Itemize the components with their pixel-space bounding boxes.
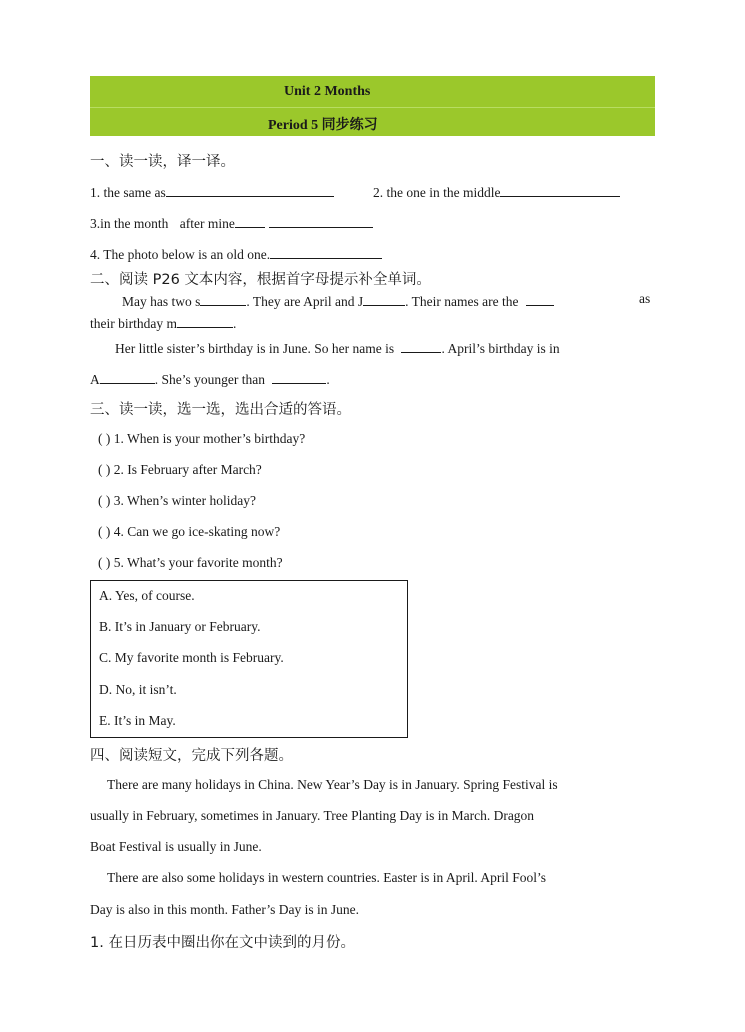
s2-line-2	[90, 313, 236, 332]
section1-heading: 一、读一读，译一译。	[90, 154, 235, 170]
s3-question-3: ( ) 3. When’s winter holiday?	[98, 493, 256, 508]
s2-l1-text-b: . They are April and J	[246, 294, 364, 309]
passage-line-5: Day is also in this month. Father’s Day is in June.	[90, 902, 359, 917]
s2-l1-text-c: . Their names are the	[405, 294, 519, 309]
s2-l4-text-a: A	[90, 372, 100, 387]
s1-q4-text: 4. The photo below is an old one.	[90, 247, 271, 262]
option-b: B. It’s in January or February.	[99, 619, 261, 634]
s2-l4-text-c: .	[326, 372, 330, 387]
answer-blank[interactable]	[270, 244, 382, 259]
s2-l2-text-b: .	[232, 316, 237, 331]
s3-question-1: ( ) 1. When is your mother’s birthday?	[98, 431, 306, 446]
s2-l3-text-b: . April’s birthday is in	[441, 341, 560, 356]
answer-blank[interactable]	[269, 213, 373, 228]
passage-line-1: There are many holidays in China. New Year’s Day is in January. Spring Festival is	[107, 777, 558, 792]
s1-q1-text: 1. the same as	[90, 185, 166, 200]
s2-line-4	[90, 369, 330, 388]
s1-question-3	[90, 213, 373, 232]
option-d: D. No, it isn’t.	[99, 682, 177, 697]
s2-l2-text-a: their birthday m	[90, 316, 177, 331]
passage-line-3: Boat Festival is usually in June.	[90, 839, 262, 854]
answer-blank[interactable]	[235, 213, 265, 228]
s1-q3-text-b: after mine	[179, 216, 235, 231]
s2-l3-text-a: Her little sister’s birthday is in June. So her name is	[115, 341, 395, 356]
answer-blank[interactable]	[500, 182, 620, 197]
task-1: 1. 在日历表中圈出你在文中读到的月份。	[90, 935, 355, 951]
option-c: C. My favorite month is February.	[99, 650, 284, 665]
answer-blank[interactable]	[401, 338, 441, 353]
s2-l1-tail: as	[639, 291, 651, 306]
s1-question-1	[90, 182, 334, 201]
s1-question-2	[373, 182, 620, 201]
header-divider	[90, 107, 655, 108]
answer-blank[interactable]	[526, 291, 554, 306]
s2-line-3	[115, 338, 560, 357]
passage-line-4: There are also some holidays in western countries. Easter is in April. April Fool’s	[107, 870, 547, 885]
option-e: E. It’s in May.	[99, 713, 176, 728]
s1-q2-text: 2. the one in the middle	[373, 185, 501, 200]
answer-blank[interactable]	[177, 313, 233, 328]
s3-question-5: ( ) 5. What’s your favorite month?	[98, 555, 283, 570]
section2-heading: 二、阅读 P26 文本内容，根据首字母提示补全单词。	[90, 272, 431, 288]
section4-heading: 四、阅读短文，完成下列各题。	[90, 748, 293, 764]
option-a: A. Yes, of course.	[99, 588, 195, 603]
section3-heading: 三、读一读，选一选，选出合适的答语。	[90, 402, 351, 418]
answer-blank[interactable]	[100, 369, 155, 384]
s2-line-1	[122, 291, 554, 310]
s3-question-4: ( ) 4. Can we go ice-skating now?	[98, 524, 281, 539]
s1-q3-text-a: 3.in the month	[90, 216, 169, 231]
s2-l1-text-a: May has two s	[122, 294, 201, 309]
s3-question-2: ( ) 2. Is February after March?	[98, 462, 262, 477]
answer-blank[interactable]	[272, 369, 326, 384]
s2-l4-text-b: . She’s younger than	[154, 372, 265, 387]
passage-line-2: usually in February, sometimes in January. Tree Planting Day is in March. Dragon	[90, 808, 535, 823]
answer-blank[interactable]	[200, 291, 246, 306]
unit-title: Unit 2 Months	[284, 84, 371, 99]
s1-question-4	[90, 244, 382, 263]
answer-blank[interactable]	[363, 291, 405, 306]
answer-blank[interactable]	[166, 182, 334, 197]
period-subtitle: Period 5 同步练习	[268, 118, 378, 133]
